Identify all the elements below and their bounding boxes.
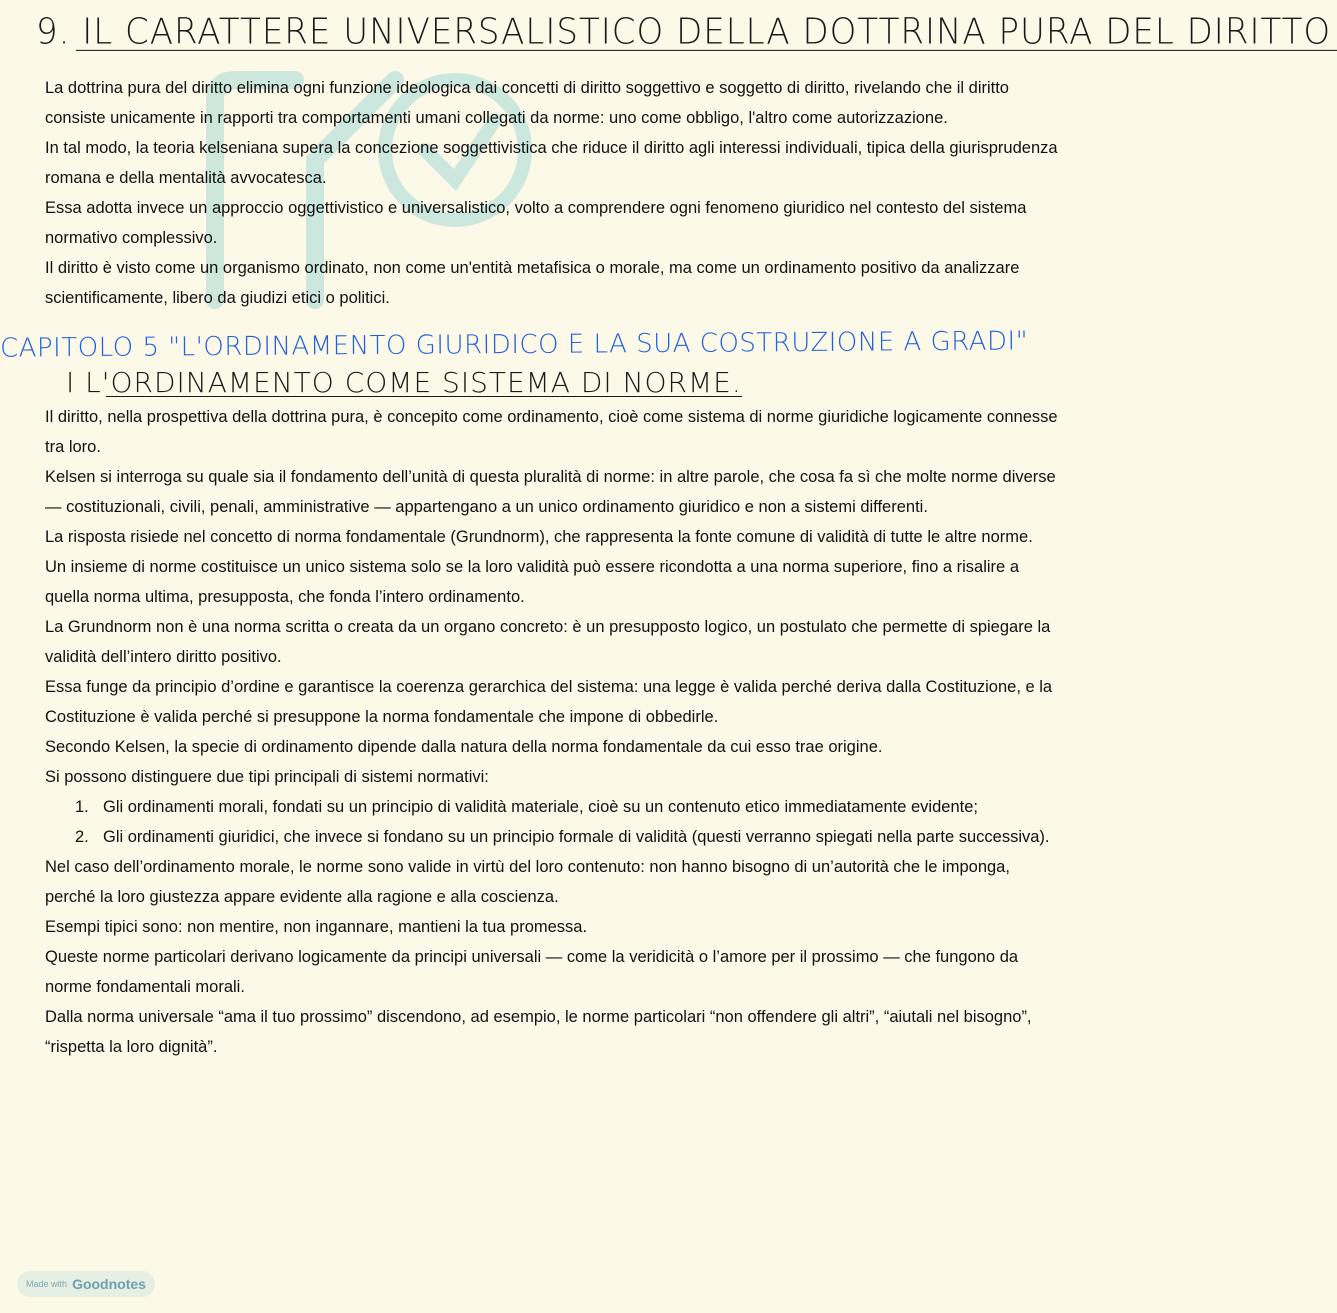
paragraph: La Grundnorm non è una norma scritta o creata da un organo concreto: è un presupposto logico, un postulato che permette di spiegare la validità dell’intero diritto positivo.: [45, 618, 1051, 666]
paragraph: Esempi tipici sono: non mentire, non ingannare, mantieni la tua promessa.: [45, 918, 588, 936]
section-9-heading: 9. IL CARATTERE UNIVERSALISTICO DELLA DOTTRINA PURA DEL DIRITTO: [36, 11, 1331, 53]
paragraph: Secondo Kelsen, la specie di ordinamento dipende dalla natura della norma fondamentale da cui esso trae origine.: [45, 738, 883, 756]
paragraph: Il diritto, nella prospettiva della dottrina pura, è concepito come ordinamento, cioè come sistema di norme giuridiche logicamente connesse tra loro.: [45, 408, 1058, 456]
paragraph: In tal modo, la teoria kelseniana supera la concezione soggettivistica che riduce il diritto agli interessi individuali, tipica della giurisprudenza romana e della mentalità avvocatesca.: [45, 139, 1058, 187]
paragraph: Un insieme di norme costituisce un unico sistema solo se la loro validità può essere ricondotta a una norma superiore, fino a risalire a quella norma ultima, presupposta, che fonda l’intero ordinamento.: [45, 558, 1019, 606]
paragraph: Il diritto è visto come un organismo ordinato, non come un'entità metafisica o morale, ma come un ordinamento positivo da analizzare scientificamente, libero da giudizi etici o politici.: [45, 259, 1020, 307]
paragraph: La dottrina pura del diritto elimina ogni funzione ideologica dai concetti di diritto soggettivo e soggetto di diritto, rivelando che il diritto consiste unicamente in rapporti tra comportamenti umani collegati da norme: uno come obbligo, l'altro come autorizzazione.: [45, 79, 1009, 127]
paragraph: La risposta risiede nel concetto di norma fondamentale (Grundnorm), che rappresenta la fonte comune di validità di tutte le altre norme.: [45, 528, 1033, 546]
paragraph: Queste norme particolari derivano logicamente da principi universali — come la veridicità o l’amore per il prossimo — che fungono da norme fondamentali morali.: [45, 948, 1019, 996]
paragraph: Essa adotta invece un approccio oggettivistico e universalistico, volto a comprendere ogni fenomeno giuridico nel contesto del sistema normativo complessivo.: [45, 199, 1027, 247]
goodnotes-brand: Goodnotes: [72, 1276, 146, 1292]
paragraph: Si possono distinguere due tipi principali di sistemi normativi:: [45, 768, 489, 786]
section-9-body: [45, 73, 1063, 313]
section-1-body: [45, 402, 1063, 1062]
section-1-heading: I L'ORDINAMENTO COME SISTEMA DI NORME.: [66, 366, 742, 399]
list-item: 2. Gli ordinamenti giuridici, che invece si fondano su un principio formale di validità (questi verranno spiegati nella parte successiva).: [75, 828, 1050, 846]
paragraph: Nel caso dell’ordinamento morale, le norme sono valide in virtù del loro contenuto: non hanno bisogno di un’autorità che le imponga, perché la loro giustezza appare evidente alla ragione e alla coscienza.: [45, 858, 1010, 906]
list-item: 1. Gli ordinamenti morali, fondati su un principio di validità materiale, cioè su un contenuto etico immediatamente evidente;: [75, 798, 978, 816]
goodnotes-badge[interactable]: [17, 1271, 155, 1297]
paragraph: Essa funge da principio d’ordine e garantisce la coerenza gerarchica del sistema: una legge è valida perché deriva dalla Costituzione, e la Costituzione è valida perché si presuppone la norma fondamentale che impone di obbedirle.: [45, 678, 1053, 726]
paragraph: Dalla norma universale “ama il tuo prossimo” discendono, ad esempio, le norme particolari “non offendere gli altri”, “aiutali nel bisogno”, “rispetta la loro dignità”.: [45, 1008, 1032, 1056]
paragraph: Kelsen si interroga su quale sia il fondamento dell’unità di questa pluralità di norme: in altre parole, che cosa fa sì che molte norme diverse — costituzionali, civili, penali, amministrative — appartengano a un unico ordinamento giuridico e non a sistemi differenti.: [45, 468, 1056, 516]
made-with-label: Made with: [26, 1279, 68, 1289]
chapter-5-heading: CAPITOLO 5 "L'ORDINAMENTO GIURIDICO E LA SUA COSTRUZIONE A GRADI": [0, 326, 1029, 364]
